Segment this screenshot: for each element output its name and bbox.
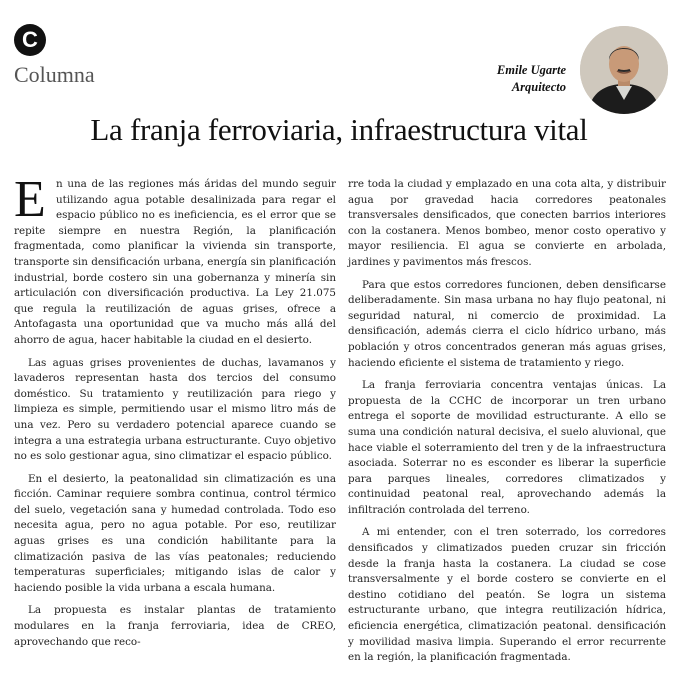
paragraph: En el desierto, la peatonalidad sin climatización es una ficción. Caminar requiere sombra continua, control térmico del suelo, vegetación sana y humedad controlada. Todo eso necesita agua, pero no agua potable. Por eso, reutilizar aguas grises es una condición habilitante para la climatización pasiva de las vías peatonales; reduciendo temperaturas superficiales; mitigando islas de calor y haciendo posible la vida urbana a escala humana. xyxy=(14,472,336,594)
section-label: Columna xyxy=(14,62,95,87)
dropcap: E xyxy=(14,171,46,228)
article-column-2 xyxy=(348,177,666,673)
paragraph: La franja ferroviaria concentra ventajas únicas. La propuesta de la CCHC de incorporar un tren urbano entrega el soporte de movilidad estructurante. A ello se suma una condición natural decisiva, el suelo aluvional, que hace viable el soterramiento del tren y de la infraestructura asociada. Soterrar no es esconder es liberar la superficie para parques lineales, corredores climatizados y continuidad peatonal real, aprovechando además la infiltración controlada del terreno. xyxy=(348,379,666,516)
author-portrait-icon xyxy=(580,26,668,114)
author-role: Arquitecto xyxy=(511,80,566,94)
author-photo xyxy=(580,26,668,114)
author-name: Emile Ugarte xyxy=(496,63,566,77)
article-column-1 xyxy=(14,171,336,657)
column-badge: C xyxy=(14,24,46,56)
headline: La franja ferroviaria, infraestructura vital xyxy=(90,112,588,147)
paragraph: A mi entender, con el tren soterrado, los corredores densificados y climatizados pueden cruzar sin fricción desde la franja hasta la costanera. La ciudad se cose transversalmente y el borde costero se convierte en el destino cotidiano del peatón. Se logra un sistema estructurante urbano, que integra reutilización hídrica, eficiencia energética, climatización peatonal. densificación y movilidad masiva limpia. Superando el error recurrente en la región, la planificación fragmentada. xyxy=(348,526,666,664)
paragraph: rre toda la ciudad y emplazado en una cota alta, y distribuir agua por gravedad hacia corredores peatonales transversales densificados, que conecten barrios interiores con la costanera. Menos bombeo, menor costo operativo y mayor resiliencia. El agua se convierte en arbolada, jardines y pavimentos más frescos. xyxy=(348,178,666,268)
author-byline xyxy=(497,62,566,96)
paragraph: Las aguas grises provenientes de duchas, lavamanos y lavaderos representan hasta dos tercios del consumo doméstico. Su tratamiento y reutilización para riego y limpieza es simple, permitiendo usar el mismo litro más de una vez. Pero su verdadero potencial aparece cuando se integra a una estrategia urbana estructurante. Cuyo objetivo no es solo gestionar agua, sino climatizar el espacio público. xyxy=(14,356,336,463)
paragraph: Para que estos corredores funcionen, deben densificarse deliberadamente. Sin masa urbana no hay flujo peatonal, ni seguridad natural, ni comercio de proximidad. La densificación, además cierra el ciclo hídrico urbano, más población y otros concentrados generan más aguas grises, haciendo eficiente el sistema de tratamiento y riego. xyxy=(348,278,666,369)
paragraph: La propuesta es instalar plantas de tratamiento modulares en la franja ferroviaria, idea de CREO, aprovechando que reco- xyxy=(14,604,336,648)
paragraph-text: n una de las regiones más áridas del mundo seguir utilizando agua potable desalinizada para regar el espacio público no es ineficiencia, es el error que se repite siempre en nuestra Región, la planificación fragmentada, como planificar la vivienda sin transporte, transporte sin densificación urbana, energía sin planificación industrial, borde costero sin una gobernanza y minería sin articulación con diversificación productiva. La Ley 21.075 que regula la reutilización de aguas grises, ofrece a Antofagasta una oportunidad que va mucho más allá del ahorro de agua, hacer habitable la ciudad en el desierto. xyxy=(14,178,336,346)
paragraph xyxy=(14,171,336,349)
